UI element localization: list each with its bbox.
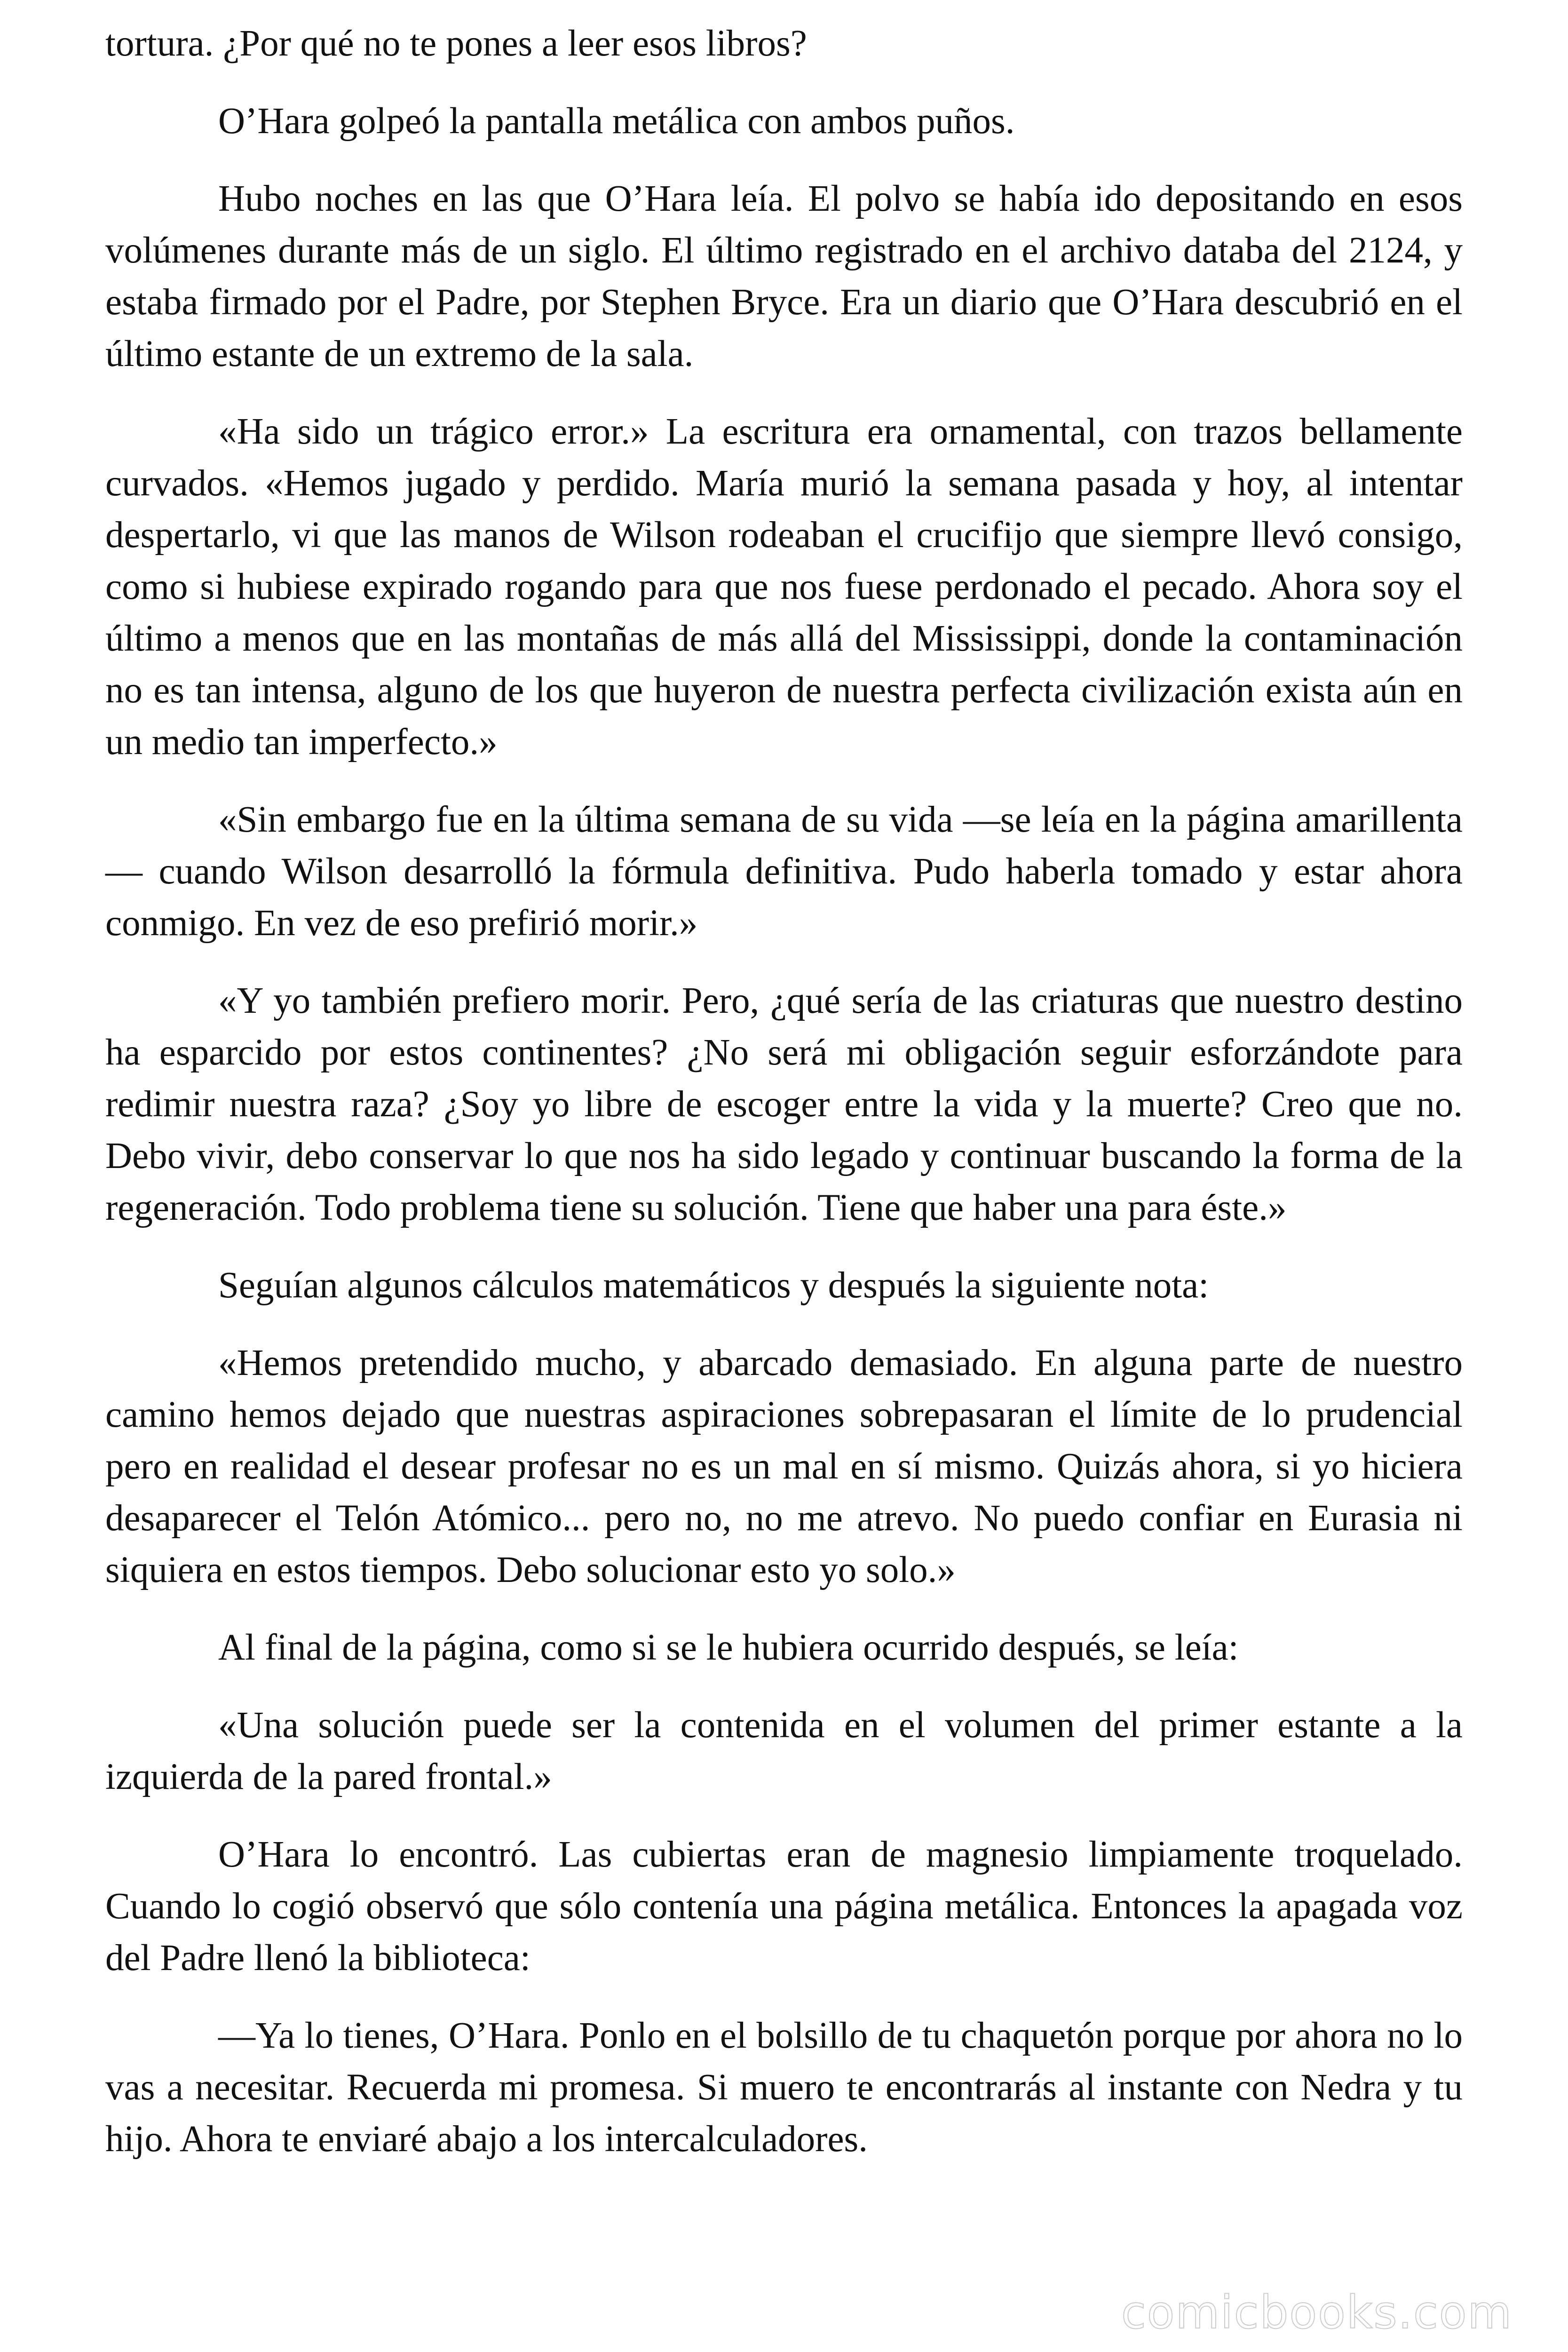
paragraph-7: Seguían algunos cálculos matemáticos y después la siguiente nota: xyxy=(218,1265,1209,1306)
paragraph-3: Hubo noches en las que O’Hara leía. El polvo se había ido depositando en esos volúmenes durante más de un siglo. El último registrado en el archivo databa del 2124, y estaba firmado por el Padre, por Stephen Bryce. Era un diario que O’Hara descubrió en el último estante de un extremo de la sala. xyxy=(105,178,1463,374)
paragraph-2: O’Hara golpeó la pantalla metálica con ambos puños. xyxy=(218,101,1015,142)
paragraph-11: O’Hara lo encontró. Las cubiertas eran de magnesio limpiamente troquelado. Cuando lo cogió observó que sólo contenía una página metálica. Entonces la apagada voz del Padre llenó la biblioteca: xyxy=(105,1834,1463,1979)
paragraph-8: «Hemos pretendido mucho, y abarcado demasiado. En alguna parte de nuestro camino hemos dejado que nuestras aspiraciones sobrepasaran el límite de lo prudencial pero en realidad el desear profesar no es un mal en sí mismo. Quizás ahora, si yo hiciera desaparecer el Telón Atómico... pero no, no me atrevo. No puedo confiar en Eurasia ni siquiera en estos tiempos. Debo solucionar esto yo solo.» xyxy=(105,1343,1463,1590)
paragraph-6: «Y yo también prefiero morir. Pero, ¿qué sería de las criaturas que nuestro destino ha esparcido por estos continentes? ¿No será mi obligación seguir esforzándote para redimir nuestra raza? ¿Soy yo libre de escoger entre la vida y la muerte? Creo que no. Debo vivir, debo conservar lo que nos ha sido legado y continuar buscando la forma de la regeneración. Todo problema tiene su solución. Tiene que haber una para éste.» xyxy=(105,980,1463,1228)
page-body xyxy=(105,18,1463,2191)
paragraph-9: Al final de la página, como si se le hubiera ocurrido después, se leía: xyxy=(218,1627,1239,1668)
paragraph-1: tortura. ¿Por qué no te pones a leer esos libros? xyxy=(105,23,807,64)
paragraph-12: —Ya lo tienes, O’Hara. Ponlo en el bolsillo de tu chaquetón porque por ahora no lo vas a necesitar. Recuerda mi promesa. Si muero te encontrarás al instante con Nedra y tu hijo. Ahora te enviaré abajo a los intercalculadores. xyxy=(105,2015,1463,2160)
paragraph-4: «Ha sido un trágico error.» La escritura era ornamental, con trazos bellamente curvados. «Hemos jugado y perdido. María murió la semana pasada y hoy, al intentar despertarlo, vi que las manos de Wilson rodeaban el crucifijo que siempre llevó consigo, como si hubiese expirado rogando para que nos fuese perdonado el pecado. Ahora soy el último a menos que en las montañas de más allá del Mississippi, donde la contaminación no es tan intensa, alguno de los que huyeron de nuestra perfecta civilización exista aún en un medio tan imperfecto.» xyxy=(105,411,1463,763)
watermark: comicbooks.com xyxy=(1121,2286,1513,2339)
paragraph-5: «Sin embargo fue en la última semana de su vida —se leía en la página amarillenta— cuando Wilson desarrolló la fórmula definitiva. Pudo haberla tomado y estar ahora conmigo. En vez de eso prefirió morir.» xyxy=(105,799,1463,944)
paragraph-10: «Una solución puede ser la contenida en el volumen del primer estante a la izquierda de la pared frontal.» xyxy=(105,1705,1463,1797)
